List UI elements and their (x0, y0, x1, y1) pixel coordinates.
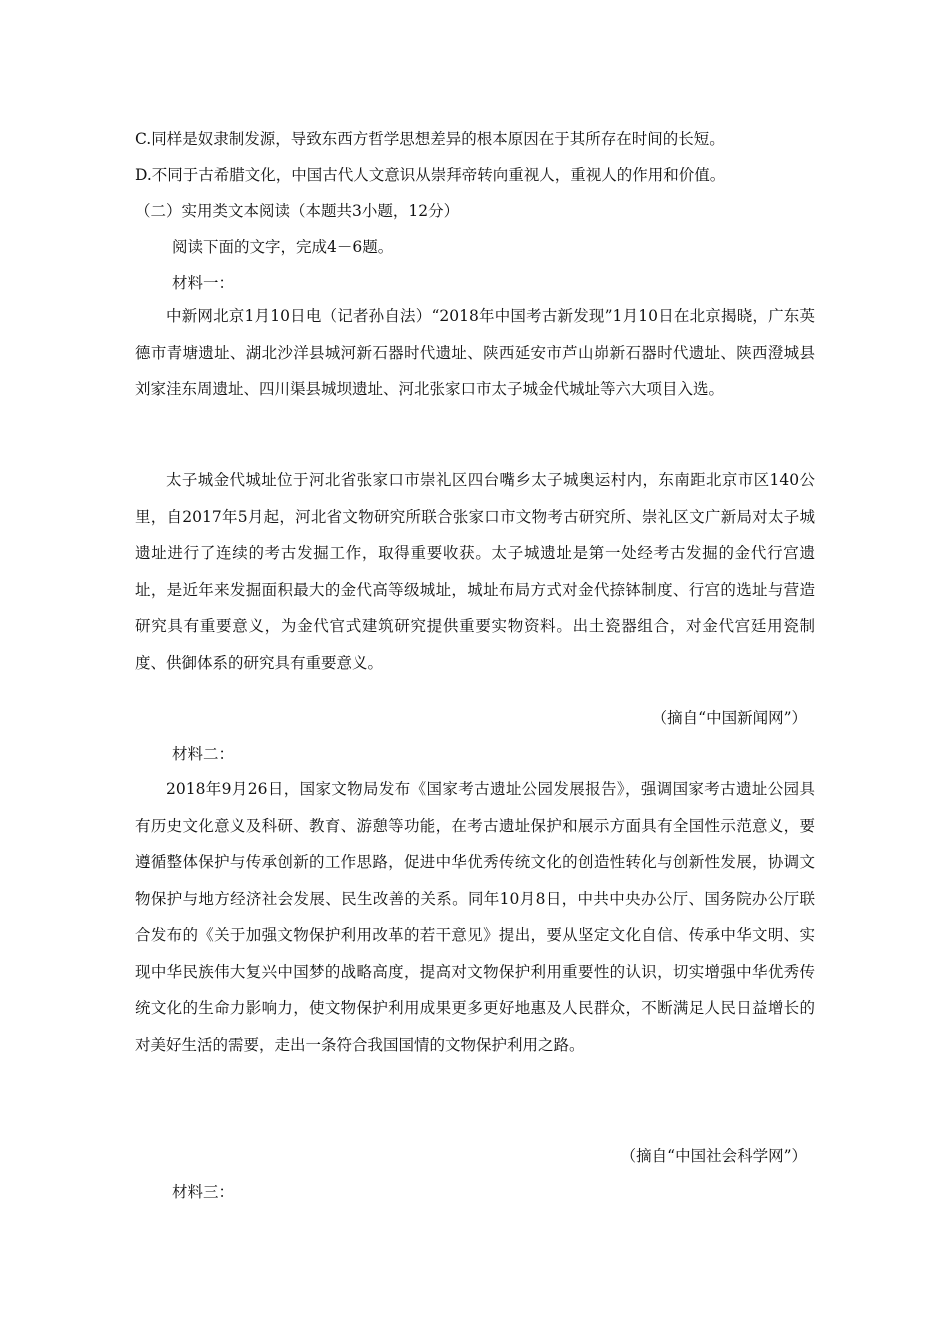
material-two-paragraph-1: 2018年9月26日，国家文物局发布《国家考古遗址公园发展报告》，强调国家考古遗址公园具有历史文化意义及科研、教育、游憩等功能，在考古遗址保护和展示方面具有全国性示范意义，要遵循整体保护与传承创新的工作思路，促进中华优秀传统文化的创造性转化与创新性发展，协调文物保护与地方经济社会发展、民生改善的关系。同年10月8日，中共中央办公厅、国务院办公厅联合发布的《关于加强文物保护利用改革的若干意见》提出，要从坚定文化自信、传承中华文明、实现中华民族伟大复兴中国梦的战略高度，提高对文物保护利用重要性的认识，切实增强中华优秀传统文化的生命力影响力，使文物保护利用成果更多更好地惠及人民群众，不断满足人民日益增长的对美好生活的需要，走出一条符合我国国情的文物保护利用之路。 (135, 780, 815, 1054)
material-one-paragraph-2: 太子城金代城址位于河北省张家口市崇礼区四台嘴乡太子城奥运村内，东南距北京市区140公里，自2017年5月起，河北省文物研究所联合张家口市文物考古研究所、崇礼区文广新局对太子城遗址进行了连续的考古发掘工作，取得重要收获。太子城遗址是第一处经考古发掘的金代行宫遗址，是近年来发掘面积最大的金代高等级城址，城址布局方式对金代捺钵制度、行宫的选址与营造研究具有重要意义，为金代官式建筑研究提供重要实物资料。出土瓷器组合，对金代宫廷用瓷制度、供御体系的研究具有重要意义。 (135, 471, 815, 672)
section-heading: （二）实用类文本阅读（本题共3小题，12分） (135, 202, 460, 220)
option-d: D.不同于古希腊文化，中国古代人文意识从崇拜帝转向重视人，重视人的作用和价值。 (135, 166, 726, 184)
option-c: C.同样是奴隶制发源，导致东西方哲学思想差异的根本原因在于其所存在时间的长短。 (135, 130, 725, 148)
instruction: 阅读下面的文字，完成4－6题。 (172, 238, 394, 256)
material-one-source: （摘自“中国新闻网”） (651, 709, 807, 727)
material-one-label: 材料一： (172, 274, 235, 292)
material-two-source: （摘自“中国社会科学网”） (620, 1147, 807, 1165)
material-three-label: 材料三： (172, 1183, 235, 1201)
material-two-label: 材料二： (172, 745, 235, 763)
material-one-paragraph-1: 中新网北京1月10日电（记者孙自法）“2018年中国考古新发现”1月10日在北京揭晓，广东英德市青塘遗址、湖北沙洋县城河新石器时代遗址、陕西延安市芦山峁新石器时代遗址、陕西澄城县刘家洼东周遗址、四川渠县城坝遗址、河北张家口市太子城金代城址等六大项目入选。 (135, 307, 815, 398)
